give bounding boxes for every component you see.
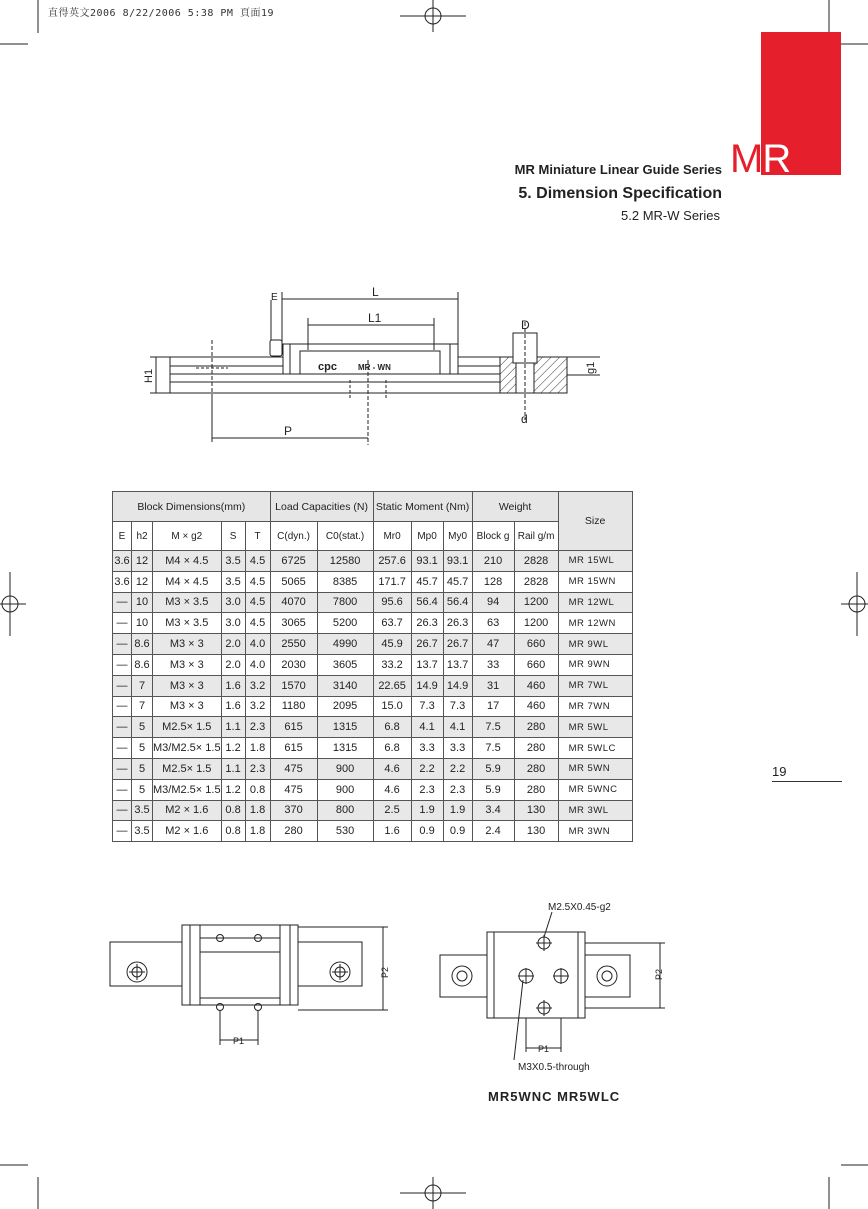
table-cell: 7.3: [443, 696, 472, 717]
table-cell: 3605: [317, 654, 373, 675]
subheader-cell: M × g2: [153, 522, 222, 551]
table-cell: 4.0: [245, 654, 270, 675]
table-cell: 45.9: [373, 634, 411, 655]
table-cell: 2095: [317, 696, 373, 717]
size-cell: MR 5WLC: [558, 738, 632, 759]
subheader-cell: T: [245, 522, 270, 551]
table-row: [113, 613, 633, 634]
table-cell: 10: [132, 613, 153, 634]
table-cell: 5: [132, 758, 153, 779]
table-cell: 94: [472, 592, 514, 613]
table-cell: 1.6: [221, 675, 245, 696]
table-cell: 7.5: [472, 738, 514, 759]
table-cell: 6.8: [373, 717, 411, 738]
table-cell: —: [113, 592, 132, 613]
table-cell: —: [113, 654, 132, 675]
table-cell: M2 × 1.6: [153, 821, 222, 842]
table-cell: 460: [514, 696, 558, 717]
table-cell: 13.7: [443, 654, 472, 675]
table-row: [113, 717, 633, 738]
table-cell: 7: [132, 696, 153, 717]
table-cell: 370: [270, 800, 317, 821]
table-cell: M4 × 4.5: [153, 551, 222, 572]
table-cell: 4.5: [245, 592, 270, 613]
subheader-cell: S: [221, 522, 245, 551]
table-cell: 0.8: [221, 800, 245, 821]
table-cell: M3 × 3: [153, 654, 222, 675]
table-cell: 3.5: [221, 551, 245, 572]
table-cell: 45.7: [443, 571, 472, 592]
table-cell: 280: [514, 779, 558, 800]
table-row: [113, 800, 633, 821]
model-label: MR - WN: [358, 363, 391, 372]
table-cell: 7: [132, 675, 153, 696]
table-cell: 3.5: [132, 800, 153, 821]
table-row: [113, 592, 633, 613]
page-number: 19: [772, 764, 787, 779]
sub-title: 5.2 MR-W Series: [621, 208, 720, 223]
table-cell: 8385: [317, 571, 373, 592]
table-row: [113, 696, 633, 717]
table-cell: 3.6: [113, 551, 132, 572]
subheader-cell: Mp0: [411, 522, 443, 551]
table-cell: 1.6: [373, 821, 411, 842]
table-cell: 1.1: [221, 758, 245, 779]
table-cell: 2.0: [221, 634, 245, 655]
table-cell: 280: [514, 758, 558, 779]
table-cell: 280: [514, 738, 558, 759]
table-cell: 0.8: [245, 779, 270, 800]
table-cell: 5200: [317, 613, 373, 634]
size-cell: MR 5WN: [558, 758, 632, 779]
subheader-cell: E: [113, 522, 132, 551]
table-cell: 26.7: [411, 634, 443, 655]
header-weight: Weight: [472, 492, 558, 522]
table-cell: 3.2: [245, 675, 270, 696]
table-cell: 7800: [317, 592, 373, 613]
table-cell: 26.3: [411, 613, 443, 634]
table-cell: 900: [317, 779, 373, 800]
table-row: [113, 821, 633, 842]
table-row: [113, 654, 633, 675]
size-cell: MR 9WL: [558, 634, 632, 655]
size-cell: MR 15WL: [558, 551, 632, 572]
table-cell: 2.0: [221, 654, 245, 675]
size-cell: MR 3WN: [558, 821, 632, 842]
figure-caption: MR5WNC MR5WLC: [488, 1089, 621, 1104]
table-cell: —: [113, 800, 132, 821]
page-number-rule: [772, 781, 842, 782]
subheader-cell: Block g: [472, 522, 514, 551]
table-cell: M3 × 3.5: [153, 592, 222, 613]
label-P1-left: P1: [233, 1036, 245, 1046]
table-cell: —: [113, 779, 132, 800]
table-cell: 3.3: [411, 738, 443, 759]
size-cell: MR 3WL: [558, 800, 632, 821]
table-cell: 31: [472, 675, 514, 696]
table-cell: —: [113, 758, 132, 779]
table-cell: 5: [132, 779, 153, 800]
table-row: [113, 634, 633, 655]
table-cell: 4.6: [373, 758, 411, 779]
table-cell: 10: [132, 592, 153, 613]
table-cell: 6725: [270, 551, 317, 572]
brand-logo: cpc: [318, 361, 337, 373]
table-cell: 1.2: [221, 738, 245, 759]
table-cell: 530: [317, 821, 373, 842]
table-cell: 2.3: [443, 779, 472, 800]
table-cell: 900: [317, 758, 373, 779]
size-cell: MR 7WN: [558, 696, 632, 717]
section-title: 5. Dimension Specification: [518, 185, 722, 202]
header-static-moment: Static Moment (Nm): [373, 492, 472, 522]
table-cell: 2550: [270, 634, 317, 655]
table-cell: 3.6: [113, 571, 132, 592]
table-cell: 4.6: [373, 779, 411, 800]
label-thread: M2.5X0.45-g2: [548, 902, 611, 913]
table-cell: 2.3: [411, 779, 443, 800]
table-cell: —: [113, 696, 132, 717]
table-cell: 2.2: [443, 758, 472, 779]
table-cell: 3140: [317, 675, 373, 696]
table-cell: 2.3: [245, 758, 270, 779]
table-cell: 14.9: [411, 675, 443, 696]
label-g1: g1: [585, 361, 597, 374]
spec-table: [112, 491, 633, 842]
table-cell: 93.1: [411, 551, 443, 572]
table-cell: 171.7: [373, 571, 411, 592]
table-cell: 4.5: [245, 551, 270, 572]
table-cell: 5: [132, 738, 153, 759]
table-cell: —: [113, 634, 132, 655]
series-title: MR Miniature Linear Guide Series: [514, 162, 722, 177]
size-cell: MR 5WL: [558, 717, 632, 738]
table-cell: 95.6: [373, 592, 411, 613]
table-cell: 3065: [270, 613, 317, 634]
size-cell: MR 7WL: [558, 675, 632, 696]
table-cell: 5.9: [472, 758, 514, 779]
table-cell: 2.3: [245, 717, 270, 738]
subheader-cell: Rail g/m: [514, 522, 558, 551]
table-cell: 22.65: [373, 675, 411, 696]
table-cell: 2828: [514, 571, 558, 592]
table-cell: —: [113, 717, 132, 738]
table-cell: 2.4: [472, 821, 514, 842]
table-cell: M3 × 3: [153, 634, 222, 655]
label-D: D: [521, 318, 530, 332]
label-P2-right: P2: [654, 968, 664, 980]
table-row: [113, 675, 633, 696]
table-cell: 800: [317, 800, 373, 821]
table-cell: 4.0: [245, 634, 270, 655]
table-row: [113, 758, 633, 779]
table-cell: 5.9: [472, 779, 514, 800]
label-P: P: [284, 424, 293, 438]
table-cell: 4990: [317, 634, 373, 655]
table-cell: 130: [514, 821, 558, 842]
table-cell: 3.5: [221, 571, 245, 592]
table-cell: —: [113, 821, 132, 842]
size-cell: MR 12WN: [558, 613, 632, 634]
header-load-capacities: Load Capacities (N): [270, 492, 373, 522]
table-cell: 63.7: [373, 613, 411, 634]
table-cell: 56.4: [443, 592, 472, 613]
table-cell: 45.7: [411, 571, 443, 592]
table-cell: 1.9: [443, 800, 472, 821]
table-cell: 3.5: [132, 821, 153, 842]
table-cell: 1.9: [411, 800, 443, 821]
table-cell: 17: [472, 696, 514, 717]
table-cell: 3.0: [221, 613, 245, 634]
table-cell: M3 × 3: [153, 675, 222, 696]
table-cell: 8.6: [132, 634, 153, 655]
table-cell: 47: [472, 634, 514, 655]
table-cell: 3.2: [245, 696, 270, 717]
table-cell: 14.9: [443, 675, 472, 696]
table-cell: M2 × 1.6: [153, 800, 222, 821]
table-cell: 33: [472, 654, 514, 675]
table-cell: 1.8: [245, 738, 270, 759]
table-cell: 2030: [270, 654, 317, 675]
table-cell: 2828: [514, 551, 558, 572]
table-cell: 7.5: [472, 717, 514, 738]
table-cell: 93.1: [443, 551, 472, 572]
table-cell: 0.9: [411, 821, 443, 842]
table-row: [113, 738, 633, 759]
table-cell: 615: [270, 717, 317, 738]
label-E: E: [271, 292, 278, 303]
table-cell: 475: [270, 779, 317, 800]
table-cell: 210: [472, 551, 514, 572]
label-through: M3X0.5-through: [518, 1062, 590, 1073]
table-cell: 257.6: [373, 551, 411, 572]
table-cell: 1315: [317, 738, 373, 759]
table-cell: 615: [270, 738, 317, 759]
table-cell: 2.5: [373, 800, 411, 821]
subheader-cell: C(dyn.): [270, 522, 317, 551]
table-cell: 4.5: [245, 571, 270, 592]
table-cell: 130: [514, 800, 558, 821]
table-cell: M4 × 4.5: [153, 571, 222, 592]
table-cell: 33.2: [373, 654, 411, 675]
label-P2-left: P2: [380, 966, 390, 978]
table-cell: 4.1: [411, 717, 443, 738]
table-cell: 660: [514, 634, 558, 655]
table-cell: 26.7: [443, 634, 472, 655]
table-cell: 1.6: [221, 696, 245, 717]
label-d: d: [521, 412, 528, 426]
table-cell: 0.9: [443, 821, 472, 842]
table-cell: 1.2: [221, 779, 245, 800]
table-cell: 1180: [270, 696, 317, 717]
table-cell: 1315: [317, 717, 373, 738]
size-cell: MR 5WNC: [558, 779, 632, 800]
label-L: L: [372, 285, 379, 299]
table-cell: 4.5: [245, 613, 270, 634]
table-cell: 1570: [270, 675, 317, 696]
table-cell: 8.6: [132, 654, 153, 675]
size-cell: MR 9WN: [558, 654, 632, 675]
table-cell: 12580: [317, 551, 373, 572]
table-cell: 0.8: [221, 821, 245, 842]
table-cell: M3 × 3.5: [153, 613, 222, 634]
tab-letter-r: R: [762, 137, 791, 181]
table-cell: —: [113, 613, 132, 634]
table-cell: 280: [514, 717, 558, 738]
table-cell: 12: [132, 551, 153, 572]
table-cell: 3.4: [472, 800, 514, 821]
size-cell: MR 12WL: [558, 592, 632, 613]
table-cell: M3/M2.5× 1.5: [153, 779, 222, 800]
table-cell: 1.8: [245, 821, 270, 842]
table-cell: 26.3: [443, 613, 472, 634]
table-cell: 1.1: [221, 717, 245, 738]
table-cell: M2.5× 1.5: [153, 758, 222, 779]
table-cell: —: [113, 738, 132, 759]
table-cell: 5: [132, 717, 153, 738]
subheader-cell: Mr0: [373, 522, 411, 551]
table-cell: 460: [514, 675, 558, 696]
table-row: [113, 571, 633, 592]
table-cell: 13.7: [411, 654, 443, 675]
label-H1: H1: [143, 368, 155, 383]
print-header: 直得英文2006 8/22/2006 5:38 PM 頁面19: [48, 8, 275, 19]
subheader-cell: My0: [443, 522, 472, 551]
table-cell: 6.8: [373, 738, 411, 759]
table-cell: 7.3: [411, 696, 443, 717]
table-cell: 3.0: [221, 592, 245, 613]
top-view-drawings: [0, 880, 868, 1080]
header-size: Size: [558, 492, 632, 551]
table-row: [113, 779, 633, 800]
table-cell: 3.3: [443, 738, 472, 759]
size-cell: MR 15WN: [558, 571, 632, 592]
table-cell: M2.5× 1.5: [153, 717, 222, 738]
table-cell: 280: [270, 821, 317, 842]
table-cell: 4070: [270, 592, 317, 613]
table-cell: 1200: [514, 592, 558, 613]
table-cell: 475: [270, 758, 317, 779]
subheader-cell: h2: [132, 522, 153, 551]
table-cell: 1.8: [245, 800, 270, 821]
table-cell: 5065: [270, 571, 317, 592]
table-cell: M3 × 3: [153, 696, 222, 717]
guide-drawing: [0, 0, 868, 460]
table-row: [113, 551, 633, 572]
table-cell: 15.0: [373, 696, 411, 717]
header-block-dimensions: Block Dimensions(mm): [113, 492, 271, 522]
table-cell: 660: [514, 654, 558, 675]
table-cell: 4.1: [443, 717, 472, 738]
table-cell: 63: [472, 613, 514, 634]
table-cell: 128: [472, 571, 514, 592]
tab-letter-m: M: [730, 137, 763, 181]
table-cell: 56.4: [411, 592, 443, 613]
label-P1-right: P1: [538, 1044, 550, 1054]
label-L1: L1: [368, 311, 382, 325]
table-cell: —: [113, 675, 132, 696]
table-cell: 2.2: [411, 758, 443, 779]
subheader-cell: C0(stat.): [317, 522, 373, 551]
table-cell: M3/M2.5× 1.5: [153, 738, 222, 759]
table-cell: 1200: [514, 613, 558, 634]
table-cell: 12: [132, 571, 153, 592]
